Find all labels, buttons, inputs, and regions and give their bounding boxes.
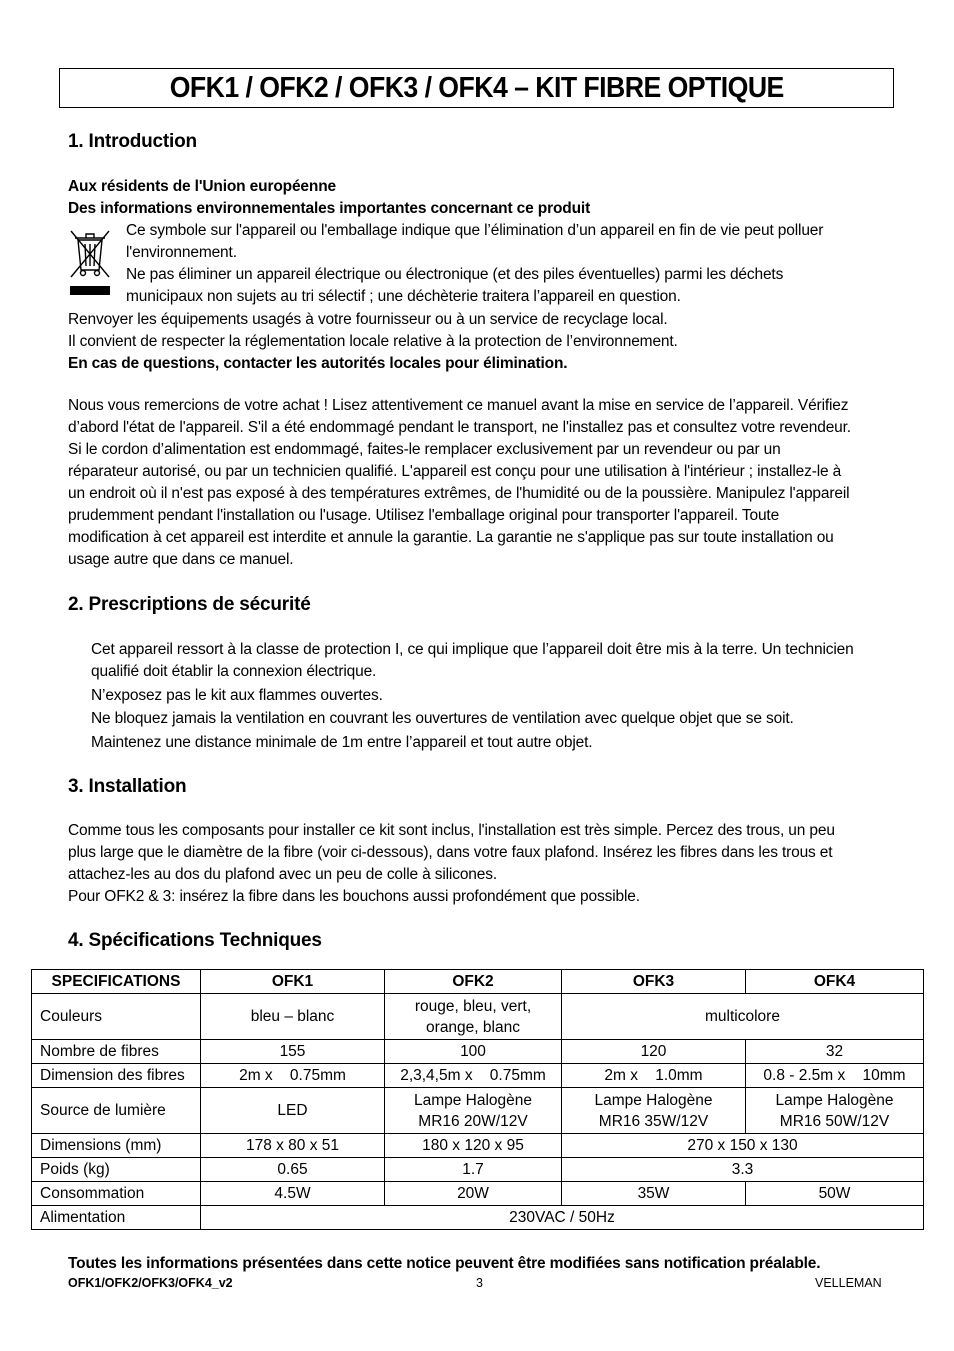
table-cell: 4.5W [201, 1182, 385, 1206]
intro-para-line-1: Nous vous remercions de votre achat ! Lisez attentivement ce manuel avant la mise en service de l’appareil. Vérifiez [68, 397, 849, 414]
table-row [32, 1064, 924, 1088]
table-row [32, 1206, 924, 1230]
table-cell: 178 x 80 x 51 [201, 1134, 385, 1158]
table-row [32, 1182, 924, 1206]
questions-line: En cas de questions, contacter les autorités locales pour élimination. [68, 355, 568, 372]
intro-para-line-5: un endroit où il n'est pas exposé à des températures extrêmes, de l'humidité ou de la poussière. Manipulez l'appareil [68, 485, 850, 502]
table-cell: Alimentation [32, 1206, 201, 1230]
table-cell: 3.3 [562, 1158, 924, 1182]
table-cell: 50W [746, 1182, 924, 1206]
cell-line: rouge, bleu, vert, [414, 997, 532, 1015]
safety-heading: 2. Prescriptions de sécurité [68, 594, 311, 615]
safety-line-5: Maintenez une distance minimale de 1m entre l’appareil et tout autre objet. [91, 734, 593, 751]
table-row [32, 1040, 924, 1064]
table-row [32, 1134, 924, 1158]
table-header-cell: SPECIFICATIONS [32, 970, 201, 994]
eu-residents-line: Aux résidents de l'Union européenne [68, 178, 337, 195]
table-cell: 1.7 [385, 1158, 562, 1182]
table-cell: Couleurs [32, 994, 201, 1040]
cell-line: MR16 50W/12V [779, 1112, 890, 1130]
table-cell: 20W [385, 1182, 562, 1206]
table-header-cell: OFK3 [562, 970, 746, 994]
table-header-cell: OFK1 [201, 970, 385, 994]
install-line-4: Pour OFK2 & 3: insérez la fibre dans les bouchons aussi profondément que possible. [68, 888, 640, 905]
return-line-2: Il convient de respecter la réglementation locale relative à la protection de l’environnement. [68, 333, 678, 350]
safety-line-3: N’exposez pas le kit aux flammes ouvertes. [91, 687, 383, 704]
intro-para-line-8: usage autre que dans ce manuel. [68, 551, 294, 568]
table-cell: 155 [201, 1040, 385, 1064]
intro-para-line-4: réparateur autorisé, ou par un technicien qualifié. L'appareil est conçu pour une utilisation à l'intérieur ; installez-le à [68, 463, 842, 480]
install-line-3: attachez-les au dos du plafond avec un peu de colle à silicones. [68, 866, 497, 883]
table-cell: Dimension des fibres [32, 1064, 201, 1088]
table-cell: bleu – blanc [201, 994, 385, 1040]
table-cell: 2m x 0.75mm [201, 1064, 385, 1088]
table-cell: multicolore [562, 994, 924, 1040]
table-cell: Nombre de fibres [32, 1040, 201, 1064]
cell-line: MR16 35W/12V [598, 1112, 709, 1130]
footer-notice: Toutes les informations présentées dans cette notice peuvent être modifiées sans notification préalable. [68, 1255, 821, 1272]
cell-line: MR16 20W/12V [418, 1112, 528, 1130]
symbol-line-1: Ce symbole sur l'appareil ou l'emballage indique que l’élimination d’un appareil en fin de vie peut polluer [126, 222, 824, 239]
table-row [32, 994, 924, 1040]
table-cell: 270 x 150 x 130 [562, 1134, 924, 1158]
table-cell: LED [201, 1088, 385, 1134]
cell-line: Lampe Halogène [775, 1091, 894, 1109]
table-cell: Source de lumière [32, 1088, 201, 1134]
table-cell: 0.65 [201, 1158, 385, 1182]
intro-para-line-3: Si le cordon d’alimentation est endommagé, faites-le remplacer exclusivement par un revendeur ou par un [68, 441, 781, 458]
table-header-cell: OFK4 [746, 970, 924, 994]
safety-line-1: Cet appareil ressort à la classe de protection I, ce qui implique que l’appareil doit être mis à la terre. Un technicien [91, 641, 854, 658]
table-cell [746, 1088, 924, 1134]
spec-table [31, 969, 924, 1230]
cell-line: Lampe Halogène [594, 1091, 713, 1109]
title-box [59, 68, 894, 108]
weee-crossed-bin-icon [68, 226, 112, 302]
install-heading: 3. Installation [68, 776, 187, 797]
symbol-line-2: l'environnement. [126, 244, 237, 261]
table-cell: 0.8 - 2.5m x 10mm [746, 1064, 924, 1088]
return-line-1: Renvoyer les équipements usagés à votre fournisseur ou à un service de recyclage local. [68, 311, 668, 328]
intro-heading: 1. Introduction [68, 131, 197, 152]
env-info-line: Des informations environnementales importantes concernant ce produit [68, 200, 591, 217]
table-cell [385, 994, 562, 1040]
table-cell: Poids (kg) [32, 1158, 201, 1182]
intro-para-line-2: d’abord l'état de l'appareil. S'il a été endommagé pendant le transport, ne l'installez pas et consultez votre revendeur. [68, 419, 851, 436]
table-row [32, 1088, 924, 1134]
table-cell: Dimensions (mm) [32, 1134, 201, 1158]
table-header-cell: OFK2 [385, 970, 562, 994]
spec-heading: 4. Spécifications Techniques [68, 930, 322, 951]
symbol-line-4: municipaux non sujets au tri sélectif ; une déchèterie traitera l’appareil en question. [126, 288, 681, 305]
table-cell: 2m x 1.0mm [562, 1064, 746, 1088]
cell-line: orange, blanc [426, 1018, 520, 1036]
safety-line-4: Ne bloquez jamais la ventilation en couvrant les ouvertures de ventilation avec quelque objet que se soit. [91, 710, 794, 727]
table-header-row [32, 970, 924, 994]
footer-doc-id: OFK1/OFK2/OFK3/OFK4_v2 [68, 1276, 233, 1290]
footer-brand: VELLEMAN [815, 1276, 882, 1290]
install-line-2: plus large que le diamètre de la fibre (voir ci-dessous), dans votre faux plafond. Insérez les fibres dans les trous et [68, 844, 833, 861]
table-cell: 180 x 120 x 95 [385, 1134, 562, 1158]
page-title: OFK1 / OFK2 / OFK3 / OFK4 – KIT FIBRE OPTIQUE [169, 71, 784, 104]
table-cell: 230VAC / 50Hz [201, 1206, 924, 1230]
intro-para-line-7: modification à cet appareil est interdite et annule la garantie. La garantie ne s'applique pas sur toute installation ou [68, 529, 834, 546]
safety-line-2: qualifié doit établir la connexion électrique. [91, 663, 377, 680]
table-cell [562, 1088, 746, 1134]
table-cell: 32 [746, 1040, 924, 1064]
table-cell [385, 1088, 562, 1134]
install-line-1: Comme tous les composants pour installer ce kit sont inclus, l'installation est très simple. Percez des trous, un peu [68, 822, 835, 839]
cell-line: Lampe Halogène [413, 1091, 533, 1109]
table-cell: 120 [562, 1040, 746, 1064]
table-cell: 35W [562, 1182, 746, 1206]
table-row [32, 1158, 924, 1182]
table-cell: Consommation [32, 1182, 201, 1206]
footer-page-number: 3 [476, 1276, 483, 1290]
table-cell: 2,3,4,5m x 0.75mm [385, 1064, 562, 1088]
table-cell: 100 [385, 1040, 562, 1064]
intro-para-line-6: prudemment pendant l'installation ou l'usage. Utilisez l'emballage original pour transporter l'appareil. Toute [68, 507, 780, 524]
symbol-line-3: Ne pas éliminer un appareil électrique ou électronique (et des piles éventuelles) parmi les déchets [126, 266, 784, 283]
